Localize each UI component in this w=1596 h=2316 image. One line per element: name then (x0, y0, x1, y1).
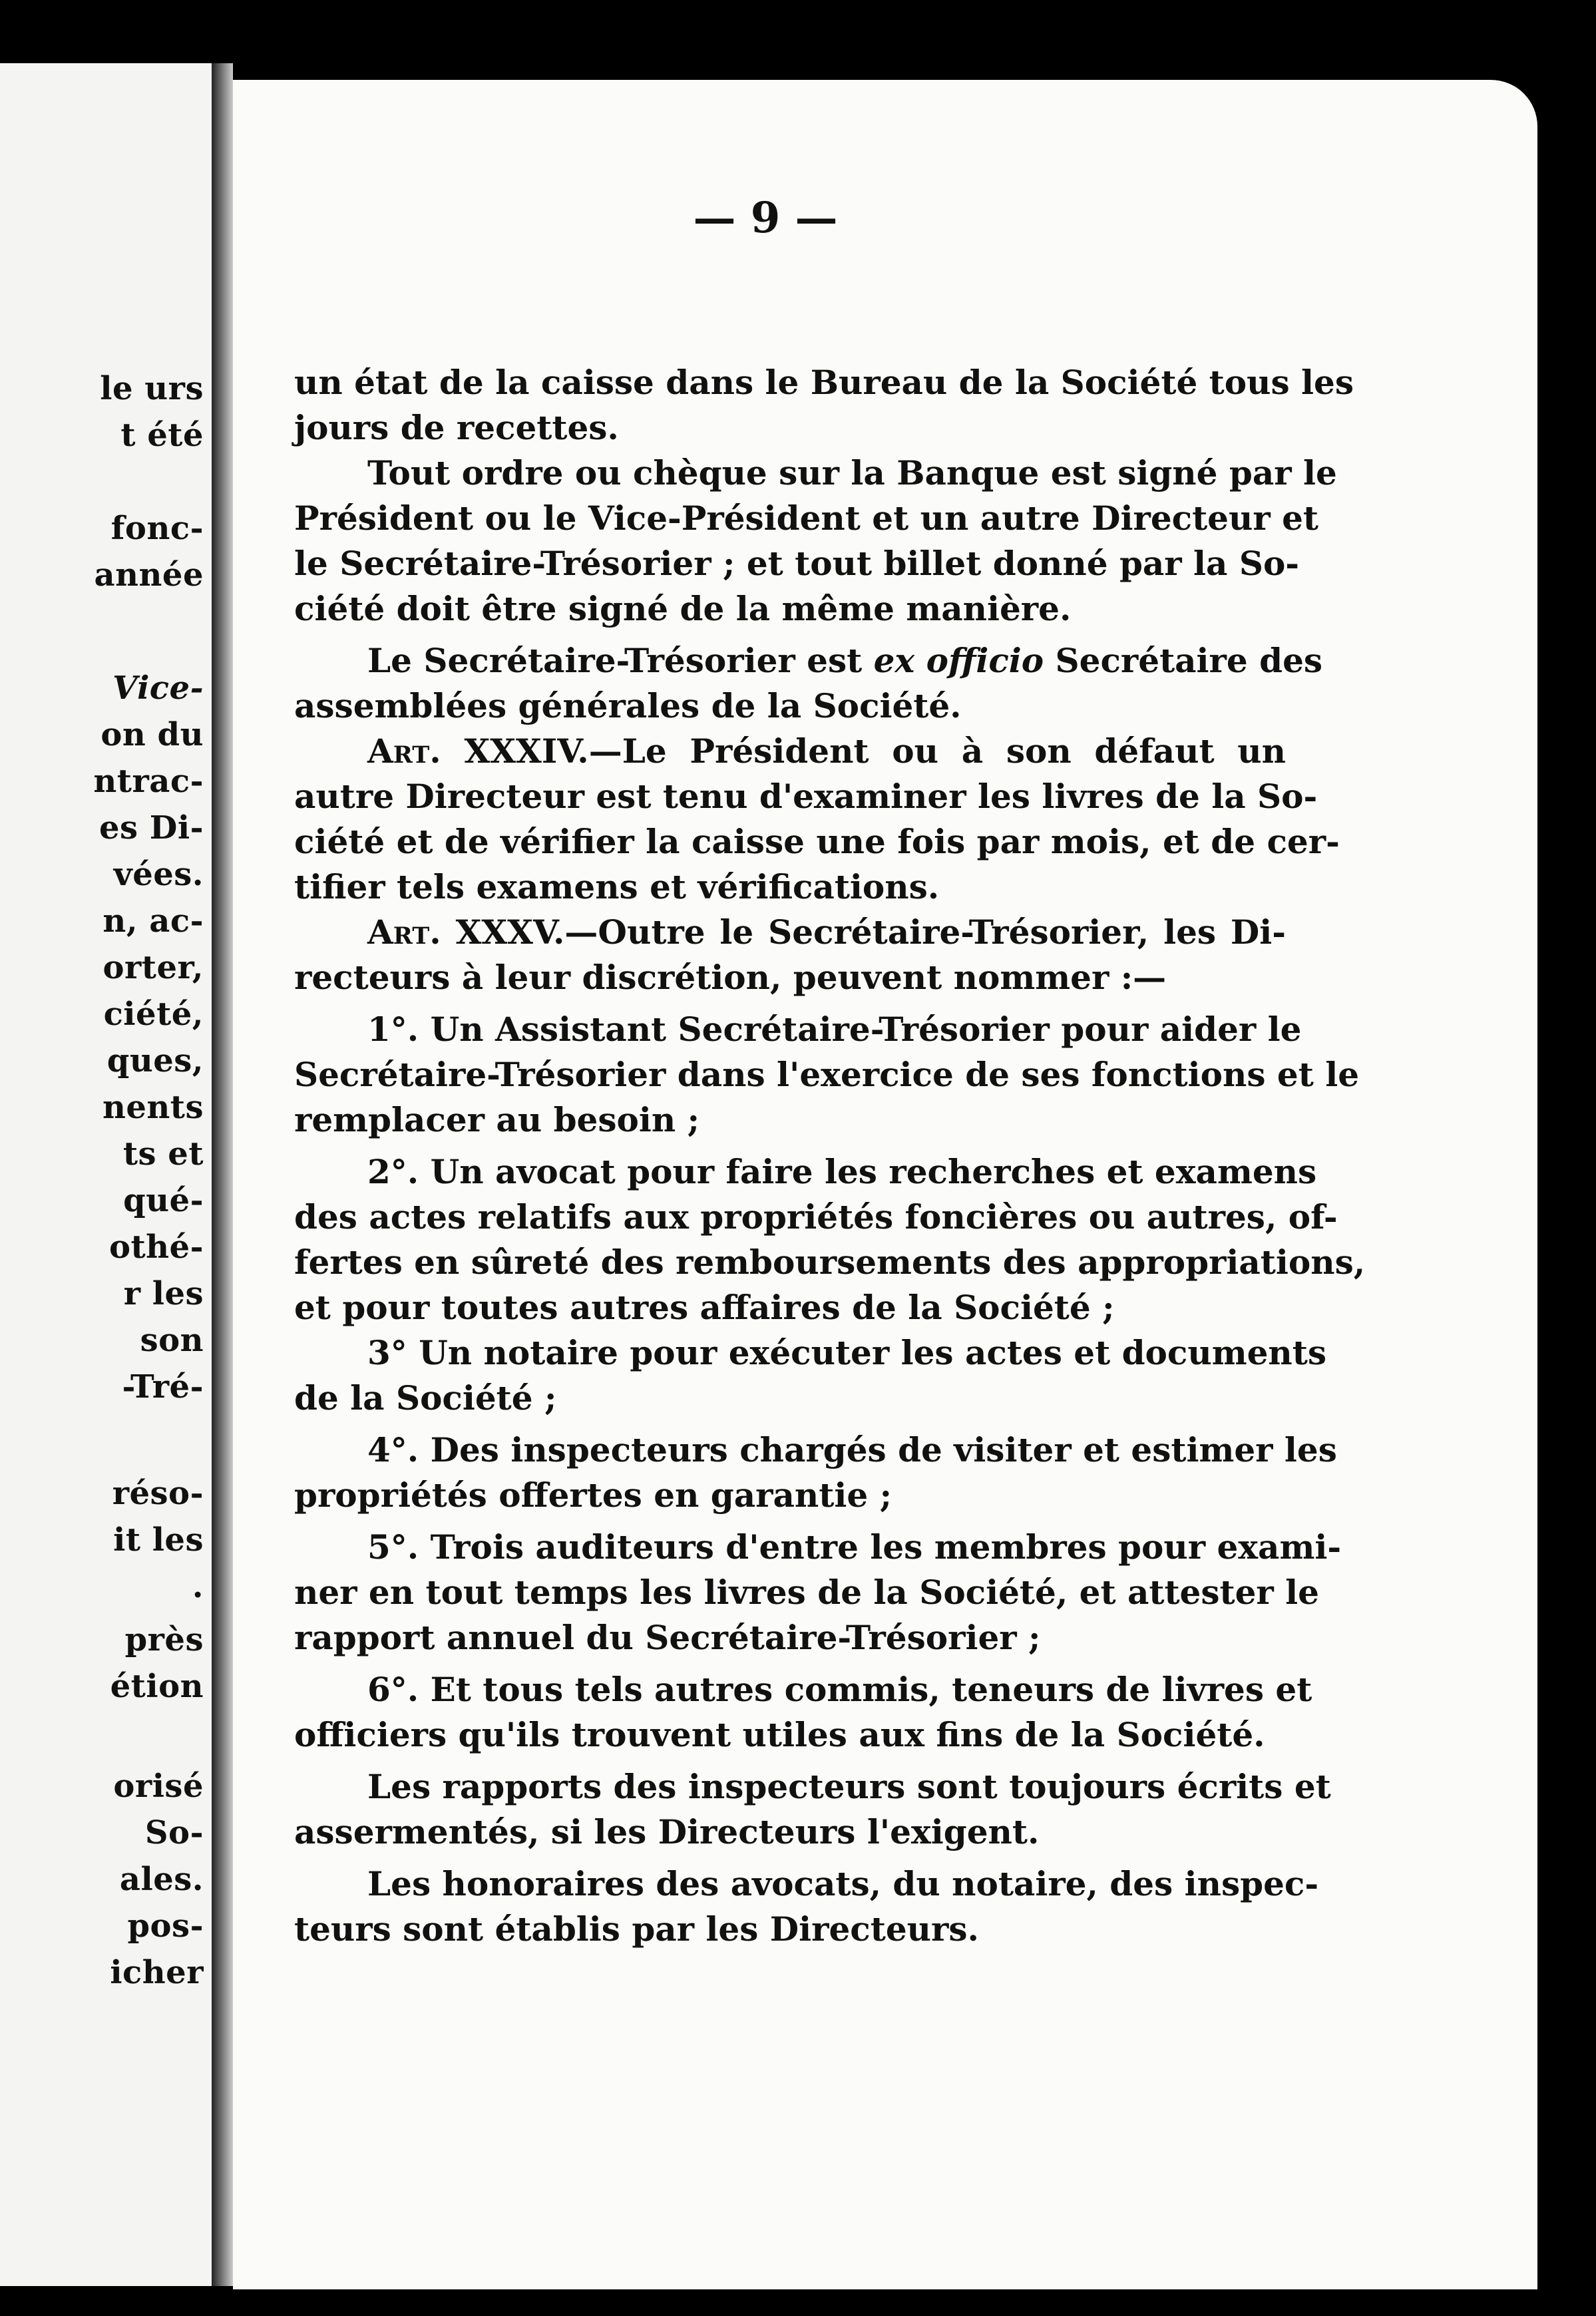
facing-page-line: réso- (112, 1475, 204, 1512)
text-line: autre Directeur est tenu d'examiner les livres de la So- (294, 777, 1318, 816)
facing-page-line: orter, (102, 949, 204, 986)
text-line: fertes en sûreté des remboursements des appropriations, (294, 1243, 1366, 1282)
facing-page-line: icher (110, 1954, 204, 1991)
text-line: ciété et de vérifier la caisse une fois par mois, et de cer- (294, 822, 1340, 861)
facing-page-line: fonc- (110, 510, 204, 547)
body-text (294, 363, 1366, 1958)
text-line: propriétés offertes en garantie ; (294, 1475, 893, 1515)
book-gutter (212, 63, 233, 2286)
text-line: assermentés, si les Directeurs l'exigent. (294, 1812, 1040, 1851)
facing-page-line: qué- (123, 1182, 204, 1219)
text-line: assemblées générales de la Société. (294, 686, 962, 725)
text-line: 5°. Trois auditeurs d'entre les membres pour exami- (367, 1527, 1342, 1567)
facing-page-line: nents (102, 1089, 204, 1126)
text-line: 6°. Et tous tels autres commis, teneurs de livres et (367, 1670, 1312, 1709)
text-line: ner en tout temps les livres de la Société, et attester le (294, 1573, 1319, 1612)
facing-page-line: it les (113, 1521, 204, 1559)
text-line: et pour toutes autres affaires de la Société ; (294, 1288, 1115, 1327)
text-line: tifier tels examens et vérifications. (294, 867, 940, 906)
text-line: teurs sont établis par les Directeurs. (294, 1909, 979, 1949)
article-label: Art. (367, 731, 441, 771)
facing-page-line: t été (120, 417, 204, 454)
facing-page-line: othé- (108, 1229, 204, 1266)
facing-page-line: ques, (106, 1042, 204, 1079)
facing-page-line: orisé (113, 1768, 204, 1805)
text-line: officiers qu'ils trouvent utiles aux fins de la Société. (294, 1715, 1265, 1754)
facing-page-line: So- (144, 1814, 204, 1851)
text-line: ciété doit être signé de la même manière. (294, 589, 1072, 628)
page-number: — 9 — (693, 193, 838, 243)
text-segment: XXXV.—Outre le Secrétaire-Trésorier, les Di- (441, 912, 1286, 952)
facing-page-line: Vice- (112, 670, 204, 707)
article-label: Art. (367, 912, 441, 952)
text-line: Président ou le Vice-Président et un autre Directeur et (294, 498, 1318, 538)
facing-page-line: es Di- (99, 809, 204, 847)
text-line: 2°. Un avocat pour faire les recherches et examens (367, 1152, 1317, 1191)
text-line: Les rapports des inspecteurs sont toujours écrits et (367, 1767, 1331, 1806)
text-line (294, 731, 1286, 780)
facing-page-line: on du (100, 716, 204, 753)
text-line: des actes relatifs aux propriétés foncières ou autres, of- (294, 1197, 1338, 1237)
text-line: 1°. Un Assistant Secrétaire-Trésorier pour aider le (367, 1010, 1302, 1049)
facing-page-line: ciété, (103, 996, 204, 1033)
text-line: Les honoraires des avocats, du notaire, des inspec- (367, 1864, 1319, 1903)
facing-page-line: ntrac- (93, 763, 204, 800)
text-line: Tout ordre ou chèque sur la Banque est signé par le (367, 453, 1337, 492)
facing-page-line: pos- (127, 1907, 204, 1945)
facing-page-line: . (192, 1568, 204, 1605)
text-line: recteurs à leur discrétion, peuvent nommer :— (294, 958, 1167, 997)
facing-page-line: près (124, 1621, 204, 1658)
text-line: 4°. Des inspecteurs chargés de visiter et estimer les (367, 1430, 1337, 1469)
facing-page-line: son (140, 1322, 204, 1359)
facing-page-line: étion (110, 1668, 204, 1705)
text-line: un état de la caisse dans le Bureau de la Société tous les (294, 363, 1354, 402)
text-segment: XXXIV.—Le Président ou à son défaut un (441, 731, 1286, 771)
facing-page-line: année (94, 556, 204, 594)
text-line: 3° Un notaire pour exécuter les actes et documents (367, 1333, 1327, 1372)
italic-phrase: ex officio (873, 641, 1044, 680)
facing-page-line: -Tré- (122, 1368, 204, 1406)
facing-page-line: vées. (113, 856, 204, 893)
text-line: Secrétaire-Trésorier dans l'exercice de ses fonctions et le (294, 1055, 1360, 1094)
text-line: rapport annuel du Secrétaire-Trésorier ; (294, 1618, 1041, 1657)
text-line: jours de recettes. (294, 408, 619, 447)
text-line (294, 912, 1286, 961)
facing-page-line: n, ac- (102, 902, 204, 940)
facing-page-line: ales. (119, 1861, 204, 1898)
text-line: remplacer au besoin ; (294, 1100, 700, 1139)
text-segment: Secrétaire des (1044, 641, 1323, 680)
text-line: de la Société ; (294, 1378, 557, 1418)
text-line (294, 641, 1323, 689)
text-line: le Secrétaire-Trésorier ; et tout billet donné par la So- (294, 544, 1300, 583)
facing-page-line: r les (123, 1275, 204, 1312)
text-segment: Le Secrétaire-Trésorier est (367, 641, 874, 680)
facing-page-fragment (0, 63, 212, 2286)
facing-page-line: ts et (122, 1135, 204, 1173)
facing-page-line: le urs (100, 370, 204, 407)
